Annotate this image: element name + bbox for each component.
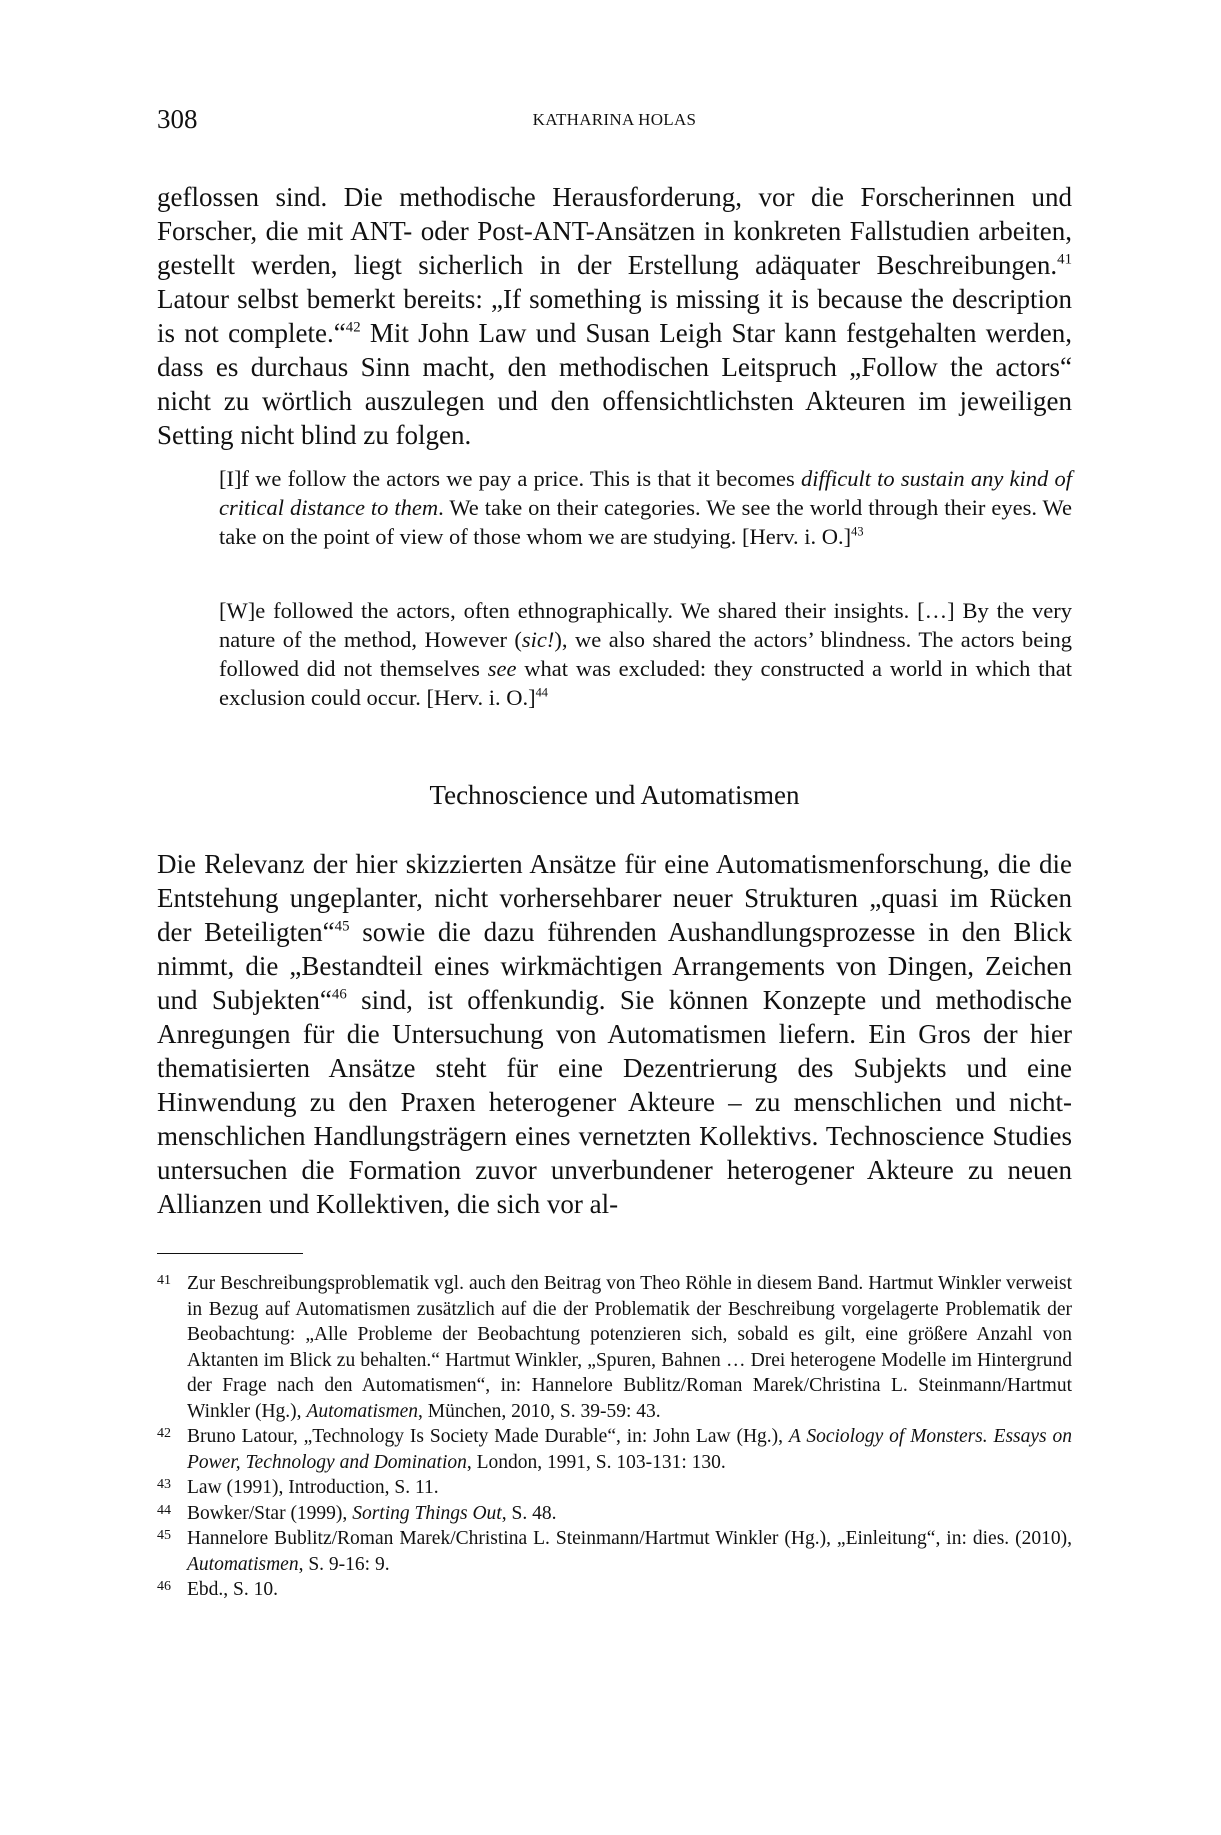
text-run: , S. 48. [501, 1502, 557, 1524]
footnote-ref-46[interactable]: 46 [331, 986, 347, 1003]
text-run: Mit John Law und Susan Leigh Star kann festgehalten werden, dass es durchaus Sinn macht, den methodischen Leitspruch „Follow the actors“ nicht zu wörtlich auszulegen und den offensichtlichsten Akteuren im jeweiligen Setting nicht blind zu folgen. [157, 318, 1072, 450]
footnotes [157, 1271, 1072, 1603]
footnote-divider [157, 1253, 303, 1254]
text-run: what was excluded: they constructed a world in which that exclusion could occur. [Herv. i. O.] [219, 656, 1072, 710]
body-paragraph-1 [157, 180, 1072, 452]
footnote-number: 45 [157, 1528, 171, 1543]
italic-run: difficult to sustain any kind of critical distance to them [219, 466, 1072, 520]
footnote-46 [157, 1577, 1072, 1603]
text-run: Die Relevanz der hier skizzierten Ansätze für eine Automatismenforschung, die die Entstehung ungeplanter, nicht vorhersehbarer neuer Strukturen „quasi im Rücken der Beteiligten“ [157, 849, 1072, 947]
text-run: Hannelore Bublitz/Roman Marek/Christina L. Steinmann/Hartmut Winkler (Hg.), „Einleitung“, in: dies. (2010), [187, 1528, 1072, 1549]
block-quote-2 [219, 596, 1072, 712]
text-run: Zur Beschreibungsproblematik vgl. auch den Beitrag von Theo Röhle in diesem Band. Hartmut Winkler verweist in Bezug auf Automatismen zusätzlich auf die der Problematik der Beschreibung vorgelagerte Problematik der Beobachtung: „Alle Probleme der Beobachtung potenzieren sich, sobald es gilt, eine größere Anzahl von Aktanten im Blick zu behalten.“ Hartmut Winkler, „Spuren, Bahnen … Drei heterogene Modelle im Hintergrund der Frage nach den Automatismen“, in: Hannelore Bublitz/Roman Marek/Christina L. Steinmann/Hartmut Winkler (Hg.), [187, 1273, 1072, 1422]
text-run: , München, 2010, S. 39-59: 43. [418, 1400, 661, 1422]
footnote-number: 41 [157, 1273, 171, 1288]
text-run: geflossen sind. Die methodische Herausforderung, vor die Forscherinnen und Forscher, die mit ANT- oder Post-ANT-Ansätzen in konkreten Fallstudien arbeiten, gestellt werden, liegt sicherlich in der Erstellung adäquater Beschreibungen. [157, 182, 1072, 280]
text-run: sowie die dazu führenden Aushandlungsprozesse in den Blick nimmt, die „Bestandteil eines wirkmächtigen Arrangements von Dingen, Zeichen und Subjekten“ [157, 917, 1072, 1015]
block-quote-1 [219, 464, 1072, 551]
text-run: , London, 1991, S. 103-131: 130. [466, 1451, 726, 1473]
text-run: Law (1991), Introduction, S. 11. [187, 1477, 439, 1498]
section-heading: Technoscience und Automatismen [429, 780, 800, 810]
text-run: sind, ist offenkundig. Sie können Konzepte und methodische Anregungen für die Untersuchung von Automatismen liefern. Ein Gros der hier thematisierten Ansätze steht für eine Dezentrierung des Subjekts und eine Hinwendung zu den Praxen heterogener Akteure – zu menschlichen und nicht-menschlichen Handlungsträgern eines vernetzten Kollektivs. Technoscience Studies untersuchen die Formation zuvor unverbundener heterogener Akteure zu neuen Allianzen und Kollektiven, die sich vor al- [157, 985, 1072, 1219]
text-run: [W]e followed the actors, often ethnographically. We shared their insights. […] By the very nature of the method, However ( [219, 598, 1072, 652]
footnote-number: 44 [157, 1502, 171, 1518]
text-run: . We take on their categories. We see the world through their eyes. We take on the point of view of those whom we are studying. [Herv. i. O.] [219, 495, 1072, 549]
footnote-ref-42[interactable]: 42 [345, 319, 361, 336]
italic-run: Automatismen [187, 1553, 299, 1575]
italic-run: sic! [521, 627, 555, 652]
text-run: Ebd., S. 10. [187, 1579, 279, 1600]
footnote-41 [157, 1271, 1072, 1424]
footnote-ref-41[interactable]: 41 [1057, 251, 1072, 268]
footnote-ref-44[interactable]: 44 [535, 685, 548, 700]
footnote-ref-45[interactable]: 45 [334, 918, 350, 935]
footnote-ref-43[interactable]: 43 [851, 524, 864, 539]
footnote-number: 43 [157, 1477, 171, 1492]
text-run: [I]f we follow the actors we pay a price. This is that it becomes [219, 466, 801, 491]
text-run: , S. 9-16: 9. [298, 1553, 390, 1575]
page-header [157, 104, 1072, 144]
text-run: Latour selbst bemerkt bereits: „If something is missing it is because the description is not complete.“ [157, 284, 1072, 348]
footnote-number: 46 [157, 1579, 171, 1594]
running-head: KATHARINA HOLAS [532, 110, 697, 129]
text-run: ), we also shared the actors’ blindness. The actors being followed did not themselves [219, 627, 1072, 681]
italic-run: Automatismen [306, 1400, 419, 1422]
footnote-44 [157, 1501, 1072, 1527]
text-run: Bruno Latour, „Technology Is Society Made Durable“, in: John Law (Hg.), [187, 1426, 789, 1447]
footnote-43 [157, 1475, 1072, 1501]
footnote-number: 42 [157, 1426, 171, 1441]
body-paragraph-2 [157, 847, 1072, 1221]
text-run: Bowker/Star (1999), [187, 1502, 353, 1524]
italic-run: see [487, 656, 517, 681]
italic-run: A Sociology of Monsters. Essays on Power, Technology and Domination [187, 1426, 1072, 1473]
page-number: 308 [157, 104, 198, 134]
italic-run: Sorting Things Out [352, 1502, 502, 1524]
footnote-42 [157, 1424, 1072, 1475]
footnote-45 [157, 1526, 1072, 1577]
